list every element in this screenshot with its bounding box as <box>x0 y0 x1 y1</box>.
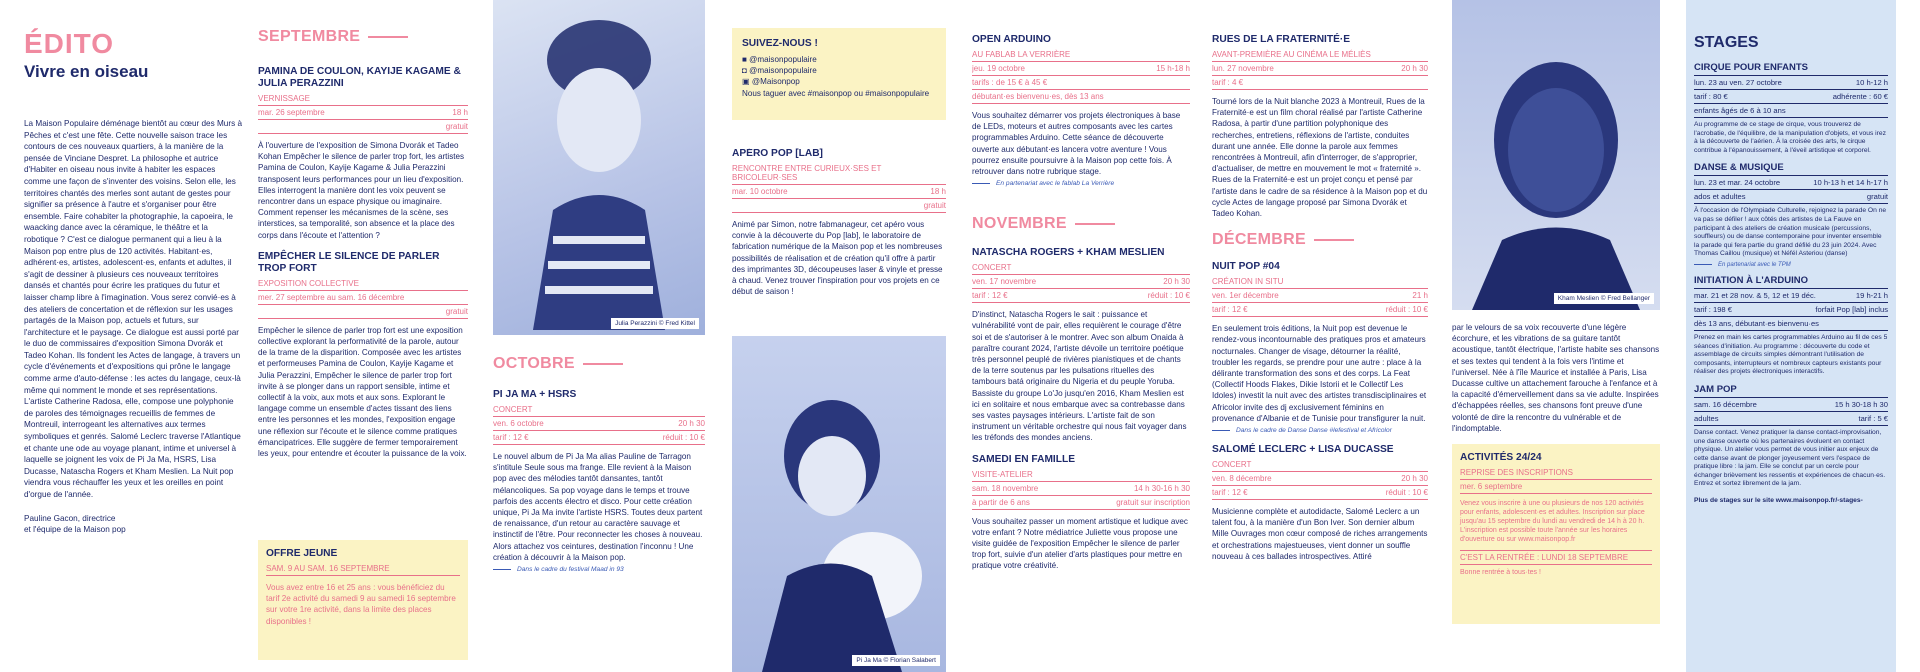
event-note: Dans le cadre de Danse Danse #lefestival et Africolor <box>1212 427 1428 434</box>
event-time: 15 h-18 h <box>1156 64 1190 73</box>
event-date: sam. 18 novembre <box>972 483 1039 493</box>
event-title: RUES DE LA FRATERNITÉ·E <box>1212 34 1351 45</box>
event-time: 20 h 30 <box>678 419 705 428</box>
event-price: gratuit <box>445 122 468 131</box>
social-twitter[interactable] <box>742 76 936 87</box>
event-price-row <box>1212 76 1428 90</box>
stage-tarif: tarif : 80 € <box>1694 92 1728 101</box>
event-body: Empêcher le silence de parler trop fort est une exposition collective explorant la performativité de la parole, autour de la trame de la disparition. Composée avec les artistes et performeuses Pamina de Coulon, Kayije Kagame et Julia Perazzini, Empêcher le silence de parler trop fort invite à se plonger dans un rapport sensible, intime et collectif à la voix, aux mots et aux sons. Explorant le langage comme un ensemble d'actes tissant des liens entre les personnes et les mondes, l'exposition engage une réflexion sur l'écoute et le silence comme pratiques émancipatrices. Elle suggère de fermer temporairement les yeux, pour entendre et écouter la puissance de la voix. <box>258 325 467 459</box>
event-tarif: tarif : 12 € <box>972 291 1008 301</box>
event-subtitle: AU FABLAB LA VERRIÈRE <box>972 48 1190 62</box>
event-date-row <box>1212 472 1428 486</box>
activites-title: ACTIVITÉS 24/24 <box>1460 452 1542 464</box>
event-time: 18 h <box>452 108 468 117</box>
event-time: 20 h 30 <box>1163 277 1190 287</box>
event-price-row <box>493 431 705 445</box>
event-date: ven. 17 novembre <box>972 277 1037 287</box>
photo-caption: Kham Meslien © Fred Bellanger <box>1554 293 1654 304</box>
apero-pop-panel <box>732 148 946 328</box>
offre-body: Vous avez entre 16 et 25 ans : vous bénéficiez du tarif 2e activité du samedi 9 au samedi 16 septembre sur votre 1re activité, dans la limite des places disponibles ! <box>266 583 456 626</box>
stage-forfait: forfait Pop [lab] inclus <box>1815 304 1888 314</box>
stage-row <box>1694 398 1888 412</box>
event-date-row <box>972 275 1190 289</box>
stage-row <box>1694 317 1888 331</box>
event-price-row <box>972 289 1190 303</box>
event-subtitle: EXPOSITION COLLECTIVE <box>258 277 468 291</box>
event-title: PI JA MA + HSRS <box>493 389 577 400</box>
activites-body: Venez vous inscrire à une ou plusieurs de nos 120 activités pour enfants, adolescent·es et adultes. Inscription sur place jusqu'au 15 septembre du lundi au vendredi de 14 h à 20 h. L'inscription est possible toute l'année sur les horaires d'ouverture ou sur www.maisonpop.fr <box>1460 500 1645 544</box>
month-label: NOVEMBRE <box>972 215 1067 233</box>
event-reduit: réduit : 10 € <box>1385 305 1428 315</box>
event-date-row <box>258 291 468 305</box>
event-date-row <box>1212 62 1428 76</box>
signature-line-2: et l'équipe de la Maison pop <box>24 524 126 534</box>
stage-row <box>1694 412 1888 426</box>
event-date: mar. 10 octobre <box>732 187 788 196</box>
event-title: PAMINA DE COULON, KAYIJE KAGAME & JULIA PERAZZINI <box>258 66 461 89</box>
stage-row <box>1694 176 1888 190</box>
event-date-row <box>493 417 705 431</box>
event-tarif: tarif : 4 € <box>1212 78 1244 87</box>
edito-signature <box>24 513 242 535</box>
edito-body: La Maison Populaire déménage bientôt au cœur des Murs à Pêches et c'est une fête. Cette nouvelle saison trace les contours de ces nouveaux quartiers, à la manière de la pensée de Vinciane Despret. La philosophe et autrice d'Habiter en oiseau nous invite à habiter les espaces comme une façon de s'inventer des voisins. Selon elle, les territoires chantés des merles sont autant de gestes pour signifier sa présence à l'autre et s'organiser pour être ensemble. Faire cohabiter la photographie, la capoeira, le waacking dance avec la céramique, le théâtre et la robotique ? C'est ce dialogue permanent qui a lieu à la Maison pop entre plus de 120 activités. Habitant·es, adhérent·es, artistes, adolescent·es, enfants et adultes, il s'agit de dessiner à plusieurs ces nouveaux territoires dansés et chantés pour écrire les pratiques du futur et laisser champ libre à l'imagination. Vous serez convié·es à des ateliers de concertation et de réflexion sur les usages partagés de la Maison pop, actuels et futurs, sur l'architecture et le paysage. Ce dialogue est aussi porté par le duo de commissaires d'exposition Simona Dvorák et Tadeo Kohan. Ils fondent les Actes de langage, à travers un cycle d'événements et d'expositions qui prône le langage comme arme d'auto-défense : les actes du langage, ceux-là même qui nomment le monde et ses représentations. L'artiste Catherine Radosa, elle, compose une polyphonie de paroles des témoignages recueillis de femmes de Montreuil, interrogeant les alternatives aux termes symboliques et genrés. Salomé Leclerc traverse l'Atlantique et chante une ode au voyage planant, intime et universel à laquelle se joignent les voix de Pi Ja Ma, HSRS, Lisa Ducasse, Natascha Rogers et Kham Meslien. La Nuit pop viendra vous réchauffer les yeux et les oreilles en point d'orgue de l'année. <box>24 119 242 499</box>
event-tarif: tarif : 12 € <box>493 433 529 442</box>
stage-time: 19 h-21 h <box>1855 290 1888 300</box>
event-body: D'instinct, Natascha Rogers le sait : puissance et vulnérabilité vont de pair, elles requièrent le courage d'être soi et de s'autoriser à le montrer. Avec son album Onaida à paraître courant 2024, l'artiste dévoile un territoire poétique très personnel peuplé de rivières pianistiques et de chants de la terre soutenus par les pulsations rituelles des tambours batá originaire du Nigeria et du peuple Yoruba. Bassiste du groupe Lo'Jo jusqu'en 2016, Kham Meslien est ici en solitaire et nous embarque avec sa contrebasse dans ses vastes paysages intérieurs. L'artiste fait de son instrument un véritable orchestre qui nous fait voyager dans les tréfonds des mondes anciens. <box>972 310 1187 443</box>
event-time: 14 h 30-16 h 30 <box>1133 483 1190 493</box>
event-subtitle: CONCERT <box>972 261 1190 275</box>
stage-price: gratuit <box>1866 192 1888 202</box>
octobre-panel <box>493 355 705 672</box>
event-title: APÉRO POP [LAB] <box>732 148 823 159</box>
event-title: EMPÊCHER LE SILENCE DE PARLER TROP FORT <box>258 250 440 274</box>
stage-note: En partenariat avec le TPM <box>1694 262 1888 268</box>
stage-public: ados et adultes <box>1694 192 1746 202</box>
stage-title: DANSE & MUSIQUE <box>1694 162 1888 176</box>
event-subtitle: CRÉATION IN SITU <box>1212 275 1428 289</box>
activites-box <box>1452 444 1660 624</box>
event-price-row <box>258 305 468 319</box>
suivez-title: SUIVEZ-NOUS ! <box>742 38 818 49</box>
event-date: mar. 26 septembre <box>258 108 325 117</box>
event-note: En partenariat avec le fablab La Verrière <box>972 180 1190 187</box>
twitter-handle: @Maisonpop <box>751 77 800 87</box>
event-date-row <box>1212 289 1428 303</box>
event-subtitle: RENCONTRE ENTRE CURIEUX·SES ET BRICOLEUR·SES <box>732 162 946 185</box>
month-label: OCTOBRE <box>493 355 575 372</box>
event-body: Musicienne complète et autodidacte, Salomé Leclerc a un talent fou, à la manière d'un Bon Iver. Son dernier album Mille Ouvrages mon cœur composé de riches arrangements et orchestrations majestueuses, vient donner un souffle nouveau à ces ballades introspectives. Attiré <box>1212 507 1428 561</box>
photo-caption: Pi Ja Ma © Florian Salabert <box>852 655 940 666</box>
event-tarif: tarif : 12 € <box>1212 488 1248 498</box>
bonne-rentree: Bonne rentrée à tous·tes ! <box>1460 569 1541 577</box>
event-time: 18 h <box>930 187 946 196</box>
edito-panel <box>24 0 242 672</box>
photo-caption: Julia Perazzini © Fred Kittel <box>611 318 699 329</box>
stage-tarif: tarif : 5 € <box>1858 413 1888 423</box>
stage-row <box>1694 190 1888 204</box>
stages-title: STAGES <box>1694 34 1759 51</box>
month-heading <box>258 28 468 46</box>
stage-public: adultes <box>1694 413 1719 423</box>
instagram-handle: @maisonpopulaire <box>749 66 817 76</box>
month-heading <box>972 215 1190 233</box>
stage-row <box>1694 303 1888 317</box>
stage-time: 10 h-12 h <box>1855 78 1888 87</box>
edito-subtitle: Vivre en oiseau <box>24 62 149 81</box>
social-instagram[interactable] <box>742 65 936 76</box>
event-tarif: tarifs : de 15 € à 45 € <box>972 78 1048 87</box>
stage-public: enfants âgés de 6 à 10 ans <box>1694 106 1786 115</box>
facebook-handle: @maisonpopulaire <box>749 55 817 64</box>
event-date: ven. 1er décembre <box>1212 291 1279 301</box>
event-date-row <box>972 482 1190 496</box>
event-date: ven. 8 décembre <box>1212 474 1272 484</box>
offre-title: OFFRE JEUNE <box>266 548 338 559</box>
event-public-row <box>972 90 1190 104</box>
event-body: Vous souhaitez démarrer vos projets électroniques à base de LEDs, moteurs et autres composants avec les cartes programmables Arduino. Cette séance de découverte ouverte aux débutant·es lancera votre aventure ! Vous pourrez ensuite poursuivre à la Maison pop cette fois. À retrouver dans notre rubrique stage. <box>972 111 1181 177</box>
stage-date: sam. 16 décembre <box>1694 399 1757 409</box>
event-date-row <box>732 185 946 199</box>
event-date: jeu. 19 octobre <box>972 64 1025 73</box>
edito-title: ÉDITO <box>24 28 115 59</box>
social-facebook[interactable] <box>742 54 936 65</box>
event-body: Vous souhaitez passer un moment artistique et ludique avec votre enfant ? Notre médiatrice Juliette vous propose une visite guidée de l'exposition Empêcher le silence de parler trop fort, suivie d'un atelier d'arts plastiques pour mettre en pratique votre créativité. <box>972 516 1188 571</box>
event-body: Tourné lors de la Nuit blanche 2023 à Montreuil, Rues de la Fraternité·e est un film choral réalisé par l'artiste Catherine Radosa, à partir d'une partition polyphonique des recherches, entretiens, réflexions de l'artiste, conduites durant une année. Elle donne la parole aux femmes rencontrées à Montreuil, afin d'interroger, de s'approprier, d'actualiser, de mettre en mouvement le mot « fraternité ». Rues de la Fraternité·e est un projet conçu et pensé par l'artiste dans le cadre de sa résidence à la Maison pop et du cycle Actes de langage proposé par Simona Dvorák et Tadeo Kohan. <box>1212 97 1428 219</box>
event-subtitle: VISITE-ATELIER <box>972 468 1190 482</box>
septembre-panel <box>258 0 468 672</box>
event-date: lun. 27 novembre <box>1212 64 1274 73</box>
stage-title: INITIATION À L'ARDUINO <box>1694 275 1888 289</box>
offre-dates: SAM. 9 AU SAM. 16 SEPTEMBRE <box>266 562 460 576</box>
instagram-icon: ◘ <box>742 66 750 76</box>
tag-info: Nous taguer avec #maisonpop ou #maisonpopulaire <box>742 88 930 98</box>
stage-tarif: tarif : 198 € <box>1694 304 1732 314</box>
stage-body: À l'occasion de l'Olympiade Culturelle, rejoignez la parade On ne va pas se défiler ! aux côtés des artistes de La Fauve en participant à des ateliers de création musicale (percussions, souffleurs) ou de danse contemporaine pour inventer ensemble la parade qui fera partie du grand défilé du 23 juin 2024. Avec Thomas Caillou (musique) et Néfél Asteriou (danse) <box>1694 207 1887 258</box>
stage-row <box>1694 90 1888 104</box>
stage-row <box>1694 104 1888 118</box>
event-price-row <box>258 120 468 134</box>
activites-date: mer. 6 septembre <box>1460 482 1523 492</box>
event-body: Animé par Simon, notre fabmanageur, cet apéro vous convie à la découverte du Pop [lab], le laboratoire de fabrication numérique de la Maison pop et les nombreuses possibilités de réalisation et de création qu'il offre à partir des imprimantes 3D, découpeuses laser & vinyle et presse à chaud. Venez trouver l'inspiration pour vos projets en ce début de saison ! <box>732 220 943 297</box>
photo-julia-perazzini <box>493 0 705 335</box>
activites-date-row <box>1460 480 1652 494</box>
event-subtitle: VERNISSAGE <box>258 92 468 106</box>
event-price-row <box>1212 486 1428 500</box>
event-reduit: réduit : 10 € <box>1385 488 1428 498</box>
event-title: OPEN ARDUINO <box>972 34 1051 45</box>
event-time: 20 h 30 <box>1401 474 1428 484</box>
event-price: gratuit <box>445 306 468 316</box>
event-public: débutant·es bienvenu·es, dès 13 ans <box>972 92 1104 101</box>
event-time: 21 h <box>1412 291 1428 301</box>
stage-title: CIRQUE POUR ENFANTS <box>1694 62 1888 76</box>
event-subtitle: CONCERT <box>493 403 705 417</box>
month-heading <box>493 355 705 373</box>
event-title: SALOMÉ LECLERC + LISA DUCASSE <box>1212 444 1394 456</box>
event-note: Dans le cadre du festival Maad in 93 <box>493 566 705 573</box>
event-tarif: tarif : 12 € <box>1212 305 1248 315</box>
activites-subtitle: REPRISE DES INSCRIPTIONS <box>1460 466 1652 480</box>
stage-date: lun. 23 au ven. 27 octobre <box>1694 78 1782 87</box>
event-reduit: réduit : 10 € <box>662 433 705 442</box>
signature-line-1: Pauline Gacon, directrice <box>24 513 116 523</box>
month-heading <box>1212 231 1428 249</box>
event-subtitle: AVANT-PREMIÈRE AU CINÉMA LE MÉLIÈS <box>1212 48 1428 62</box>
stage-public: dès 13 ans, débutant·es bienvenu·es <box>1694 318 1819 328</box>
event-price-row <box>1212 303 1428 317</box>
rentree-label: C'EST LA RENTRÉE : LUNDI 18 SEPTEMBRE <box>1460 550 1652 565</box>
offre-jeune-box <box>258 540 468 660</box>
stage-date: lun. 23 et mar. 24 octobre <box>1694 178 1781 188</box>
event-reduit: réduit : 10 € <box>1147 291 1190 301</box>
event-body-continued: par le velours de sa voix recouverte d'une légère écorchure, et les vibrations de sa guitare tantôt acoustique, tantôt électrique, l'artiste habite ses chansons et ses textes qui tendent à la fois vers l'intime et l'universel. Née à l'île Maurice et installée à Paris, Lisa Ducasse cultive un attachement farouche à l'enfance et à la capacité d'émerveillement dans sa vie adulte. Inspirées d'échappées réelles, ses chansons font preuve d'une volonté de dire la rencontre du vulnérable et de l'indomptable. <box>1452 323 1660 433</box>
facebook-icon: ■ <box>742 55 750 64</box>
twitter-icon: ▣ <box>742 77 752 87</box>
stage-date: mar. 21 et 28 nov. & 5, 12 et 19 déc. <box>1694 290 1816 300</box>
event-title: SAMEDI EN FAMILLE <box>972 453 1076 465</box>
stage-title: JAM POP <box>1694 384 1888 398</box>
event-date-row <box>972 62 1190 76</box>
stage-adherent: adhérente : 60 € <box>1832 92 1888 101</box>
suite-panel <box>1452 322 1660 672</box>
month-label: SEPTEMBRE <box>258 28 361 45</box>
event-body: Le nouvel album de Pi Ja Ma alias Pauline de Tarragon s'intitule Seule sous ma frange. Elle revient à la Maison pop avec des mélodies tantôt dansantes, tantôt mélancoliques. Sa pop voyage dans le temps et trouve parfois des accents électro et disco. Pour cette création unique, Pi Ja Ma invite l'artiste HSRS. Toutes deux partent de renaissance, d'un retour au caractère sauvage et instinctif de l'être. Pour reconnecter les choses à nouveau. Alors attachez vos ceintures, destination l'inconnu ! Une création à découvrir à la Maison pop. <box>493 452 703 562</box>
stage-time: 10 h-13 h et 14 h-17 h <box>1813 178 1888 188</box>
stage-time: 15 h 30-18 h 30 <box>1834 399 1888 409</box>
event-price-row <box>972 76 1190 90</box>
stage-body: Prenez en main les cartes programmables Arduino au fil de ces 5 séances d'initiation. Au programme : découverte du code et assemblage de circuits simples démontrant l'utilisation de composants, interrupteurs et nombreux capteurs existants pour réaliser des projets électroniques interactifs. <box>1694 333 1888 376</box>
decembre-panel <box>1212 0 1428 672</box>
stage-body: Au programme de ce stage de cirque, vous trouverez de l'acrobatie, de l'équilibre, de la manipulation d'objets, et vous irez à la découverte de l'aérien. À la croisée des arts, le cirque contribue à l'épanouissement, à l'éveil artistique et corporel. <box>1694 121 1886 154</box>
event-price-row <box>972 496 1190 510</box>
stage-row <box>1694 76 1888 90</box>
event-date: mer. 27 septembre au sam. 16 décembre <box>258 292 405 302</box>
photo-kham-meslien <box>1452 0 1660 310</box>
month-label: DÉCEMBRE <box>1212 231 1306 249</box>
event-date: ven. 6 octobre <box>493 419 544 428</box>
novembre-panel <box>972 0 1190 672</box>
event-time: 20 h 30 <box>1401 64 1428 73</box>
event-subtitle: CONCERT <box>1212 458 1428 472</box>
portrait-illustration <box>732 336 946 672</box>
stage-body: Danse contact. Venez pratiquer la danse contact-improvisation, une danse ouverte où les partenaires évoluent en contact physique. Un atelier vous permet de vous initier aux enjeux de cette danse avant de plonger joyeusement vers l'espace de pratique libre : la jam. Elle se conclut par un cercle pour échanger brièvement les ressentis et expériences de chacun·es. Entrez et sortez librement de la jam. <box>1694 428 1886 488</box>
event-title: NUIT POP #04 <box>1212 261 1280 273</box>
event-price-row <box>732 199 946 213</box>
event-price: gratuit sur inscription <box>1116 497 1190 507</box>
stages-more-link[interactable]: Plus de stages sur le site www.maisonpop.fr/-stages- <box>1694 497 1863 505</box>
event-price: gratuit <box>923 201 946 210</box>
suivez-nous-box <box>732 28 946 120</box>
event-date-row <box>258 106 468 120</box>
event-title: NATASCHA ROGERS + KHAM MESLIEN <box>972 247 1165 259</box>
portrait-illustration <box>1452 0 1660 310</box>
stage-row <box>1694 289 1888 303</box>
event-body: En seulement trois éditions, la Nuit pop est devenue le rendez-vous incontournable des pratiques pros et amateurs nocturnales. Changer de visage, détourner la réalité, troubler les regards, se prendre pour une autre : place à la délirante transformation des sons et des corps. La Feat (Collectif Hoods Flakes, Dikie Istorii et le Collectif Les Idoles) investit la nuit avec des artistes transdisciplinaires et Africolor invite des dj exclusivement féminins en provenance d'Albanie et de Tunisie pour transfigurer la nuit. <box>1212 324 1427 423</box>
event-age: à partir de 6 ans <box>972 497 1030 507</box>
event-body: À l'ouverture de l'exposition de Simona Dvorák et Tadeo Kohan Empêcher le silence de parler trop fort, les artistes Pamina de Coulon, Kayije Kagame & Julia Perazzini transposent leurs performances pour un lieu d'exposition. Elles interrogent la manière dont les voix peuvent se rencontrer dans un espace physique ou imaginaire. Comment repenser les mécanismes de la scène, ses interstices, sa temporalité, son absence et la place des corps dans l'écoute et l'attention ? <box>258 141 465 240</box>
stages-panel <box>1686 0 1896 672</box>
photo-pi-ja-ma <box>732 336 946 672</box>
portrait-illustration <box>493 0 705 335</box>
